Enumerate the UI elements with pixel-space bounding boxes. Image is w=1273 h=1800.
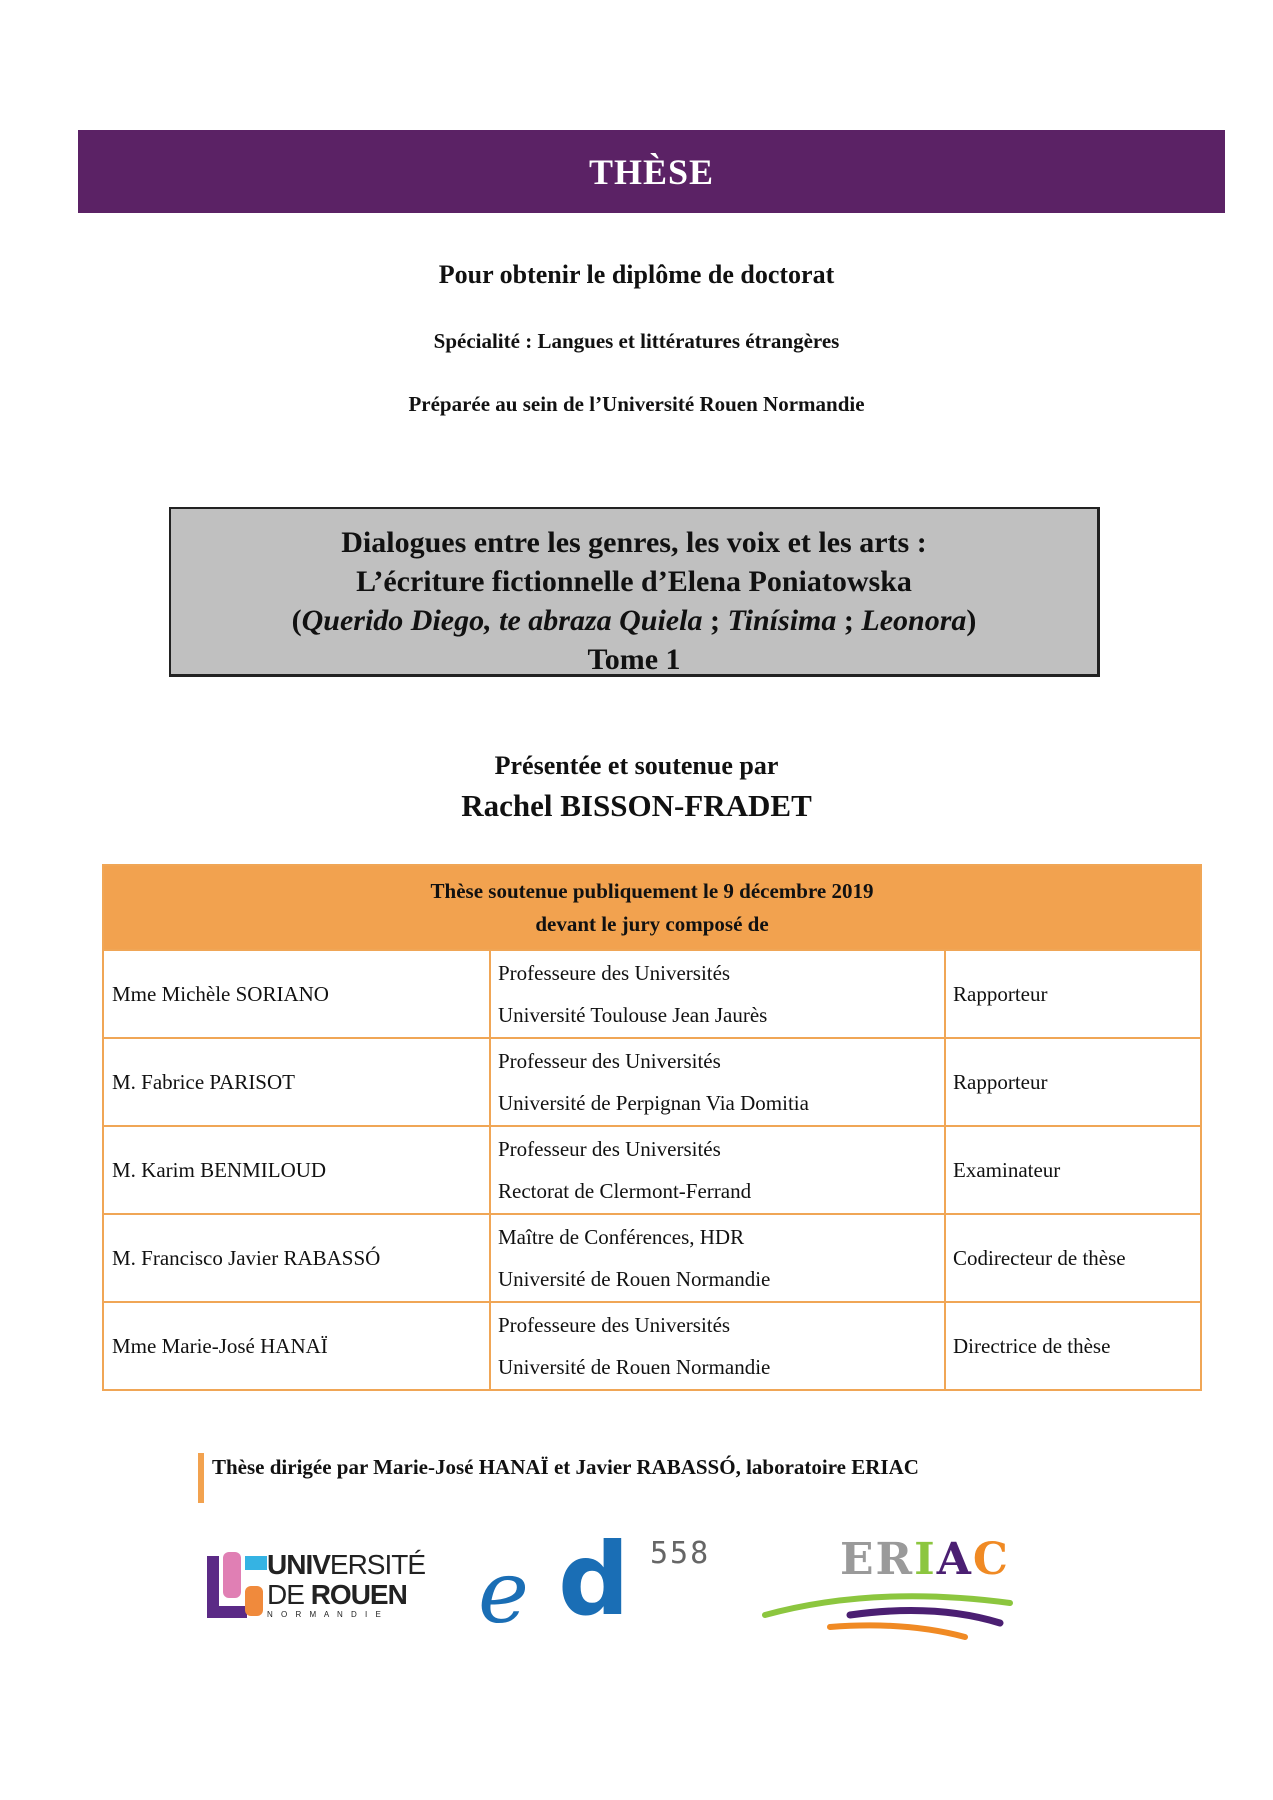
- author-name: Rachel BISSON-FRADET: [461, 788, 812, 823]
- work-title-1: Querido Diego, te abraza Quiela: [301, 604, 703, 637]
- jury-role: Directrice de thèse: [945, 1302, 1201, 1390]
- eriac-swoosh-icon: [755, 1585, 1035, 1645]
- ed-number: 558: [650, 1536, 711, 1571]
- diploma-line: Pour obtenir le diplôme de doctorat: [438, 260, 835, 289]
- jury-header: [103, 865, 1201, 950]
- eriac-wordmark: ERIAC: [840, 1534, 1010, 1585]
- prepared-line: Préparée au sein de l’Université Rouen Normandie: [408, 392, 865, 416]
- jury-name: M. Karim BENMILOUD: [103, 1126, 490, 1214]
- table-row: [103, 1038, 1201, 1126]
- jury-institution: Université Toulouse Jean Jaurès: [498, 1003, 768, 1027]
- universite-rouen-logo: [205, 1550, 435, 1630]
- jury-role: Examinateur: [945, 1126, 1201, 1214]
- table-row: [103, 1214, 1201, 1302]
- jury-title: Professeure des Universités: [498, 961, 731, 985]
- jury-affiliation: [490, 1214, 945, 1302]
- jury-caption: devant le jury composé de: [535, 911, 769, 936]
- work-title-3: Leonora: [861, 604, 967, 637]
- jury-institution: Rectorat de Clermont-Ferrand: [498, 1179, 752, 1203]
- thesis-title-box: [169, 507, 1100, 677]
- jury-title: Professeur des Universités: [498, 1137, 721, 1161]
- jury-affiliation: [490, 950, 945, 1038]
- jury-title: Maître de Conférences, HDR: [498, 1225, 745, 1249]
- title-line-1: Dialogues entre les genres, les voix et les arts :: [341, 526, 927, 559]
- table-row: [103, 950, 1201, 1038]
- table-row: [103, 1302, 1201, 1390]
- paren-open: (: [291, 604, 302, 637]
- jury-affiliation: [490, 1302, 945, 1390]
- thesis-banner: [78, 130, 1225, 213]
- logos-row: [0, 1520, 1273, 1650]
- ed-e-letter: e: [478, 1543, 529, 1643]
- title-line-3: [171, 601, 1097, 640]
- jury-institution: Université de Rouen Normandie: [498, 1267, 771, 1291]
- jury-affiliation: [490, 1038, 945, 1126]
- jury-institution: Université de Perpignan Via Domitia: [498, 1091, 809, 1115]
- ed-558-logo: [478, 1521, 728, 1643]
- jury-role: Codirecteur de thèse: [945, 1214, 1201, 1302]
- presented-by: Présentée et soutenue par: [494, 751, 779, 780]
- jury-role: Rapporteur: [945, 1038, 1201, 1126]
- jury-name: Mme Michèle SORIANO: [103, 950, 490, 1038]
- speciality-line: Spécialité : Langues et littératures étrangères: [433, 329, 840, 353]
- directed-by: Thèse dirigée par Marie-José HANAÏ et Javier RABASSÓ, laboratoire ERIAC: [198, 1453, 919, 1503]
- jury-name: M. Fabrice PARISOT: [103, 1038, 490, 1126]
- separator: ;: [836, 604, 862, 637]
- jury-table: [102, 864, 1202, 1391]
- table-row: [103, 1126, 1201, 1214]
- jury-role: Rapporteur: [945, 950, 1201, 1038]
- ed-d-letter: d: [558, 1521, 630, 1638]
- eriac-logo: [755, 1535, 1035, 1645]
- title-line-4: Tome 1: [587, 643, 681, 676]
- jury-name: M. Francisco Javier RABASSÓ: [103, 1214, 490, 1302]
- separator: ;: [702, 604, 728, 637]
- defense-date: Thèse soutenue publiquement le 9 décembre 2019: [430, 878, 874, 903]
- banner-title: THÈSE: [588, 151, 715, 192]
- title-line-2: L’écriture fictionnelle d’Elena Poniatowska: [356, 565, 912, 598]
- jury-institution: Université de Rouen Normandie: [498, 1355, 771, 1379]
- paren-close: ): [966, 604, 977, 637]
- jury-title: Professeur des Universités: [498, 1049, 721, 1073]
- work-title-2: Tinísima: [727, 604, 837, 637]
- jury-name: Mme Marie-José HANAÏ: [103, 1302, 490, 1390]
- jury-affiliation: [490, 1126, 945, 1214]
- jury-title: Professeure des Universités: [498, 1313, 731, 1337]
- urn-wordmark: UNIVERSITÉ DE ROUEN N O R M A N D I E: [267, 1549, 426, 1619]
